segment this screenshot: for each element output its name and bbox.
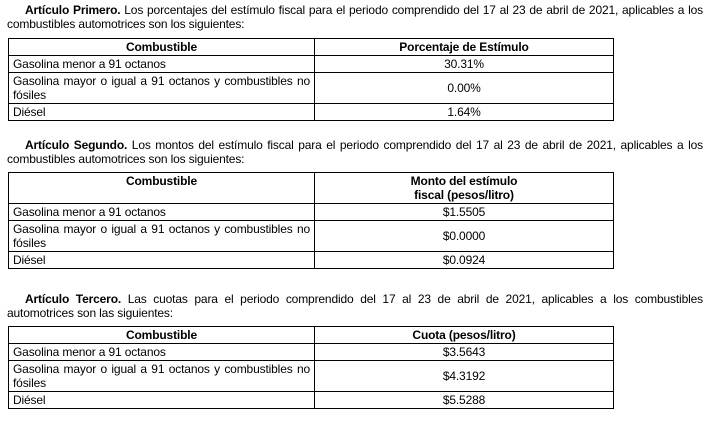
fuel-cell: Gasolina menor a 91 octanos [9,56,315,73]
table-row [9,73,614,104]
table-row [9,204,614,221]
header-cell: Combustible [9,173,315,204]
table-header-row [9,173,614,204]
value-cell: $0.0924 [315,252,614,269]
header-cell: Porcentaje de Estímulo [315,39,614,56]
header-cell: Cuota (pesos/litro) [315,327,614,344]
article-primero-paragraph [7,3,703,31]
value-cell: $4.3192 [315,361,614,392]
fuel-cell: Diésel [9,252,315,269]
value-cell: $3.5643 [315,344,614,361]
article-title: Artículo Primero. [25,3,121,17]
fuel-cell: Gasolina menor a 91 octanos [9,204,315,221]
article-text: Los porcentajes del estímulo fiscal para el periodo comprendido del 17 al 23 de abril de 2021, aplicables a los combustibles automotrices son los siguientes: [7,3,703,31]
article-text: Las cuotas para el periodo comprendido del 17 al 23 de abril de 2021, aplicables a los combustibles automotrices son las siguientes: [7,292,703,320]
table-porcentajes [8,38,614,121]
header-cell: Combustible [9,327,315,344]
fuel-cell: Gasolina mayor o igual a 91 octanos y combustibles no fósiles [9,73,315,104]
fuel-cell: Gasolina mayor o igual a 91 octanos y combustibles no fósiles [9,221,315,252]
value-cell: 30.31% [315,56,614,73]
table-row [9,361,614,392]
table-row [9,392,614,409]
value-cell: $1.5505 [315,204,614,221]
table-row [9,344,614,361]
table-row [9,56,614,73]
table-montos [8,172,614,269]
fuel-cell: Gasolina mayor o igual a 91 octanos y combustibles no fósiles [9,361,315,392]
value-cell: $0.0000 [315,221,614,252]
table-row [9,252,614,269]
fuel-cell: Diésel [9,392,315,409]
article-text: Los montos del estímulo fiscal para el periodo comprendido del 17 al 23 de abril de 2021, aplicables a los combustibles automotrices son los siguientes: [7,138,704,166]
table-row [9,221,614,252]
table-row [9,104,614,121]
header-cell: Monto del estímulo fiscal (pesos/litro) [315,173,614,204]
article-segundo-paragraph [7,138,703,166]
value-cell: $5.5288 [315,392,614,409]
fuel-cell: Gasolina menor a 91 octanos [9,344,315,361]
table-header-row [9,39,614,56]
fuel-cell: Diésel [9,104,315,121]
table-cuotas [8,326,614,409]
header-cell: Combustible [9,39,315,56]
article-title: Artículo Tercero. [25,292,122,306]
article-tercero-paragraph [7,292,703,320]
value-cell: 0.00% [315,73,614,104]
article-title: Artículo Segundo. [25,138,128,152]
table-header-row [9,327,614,344]
value-cell: 1.64% [315,104,614,121]
